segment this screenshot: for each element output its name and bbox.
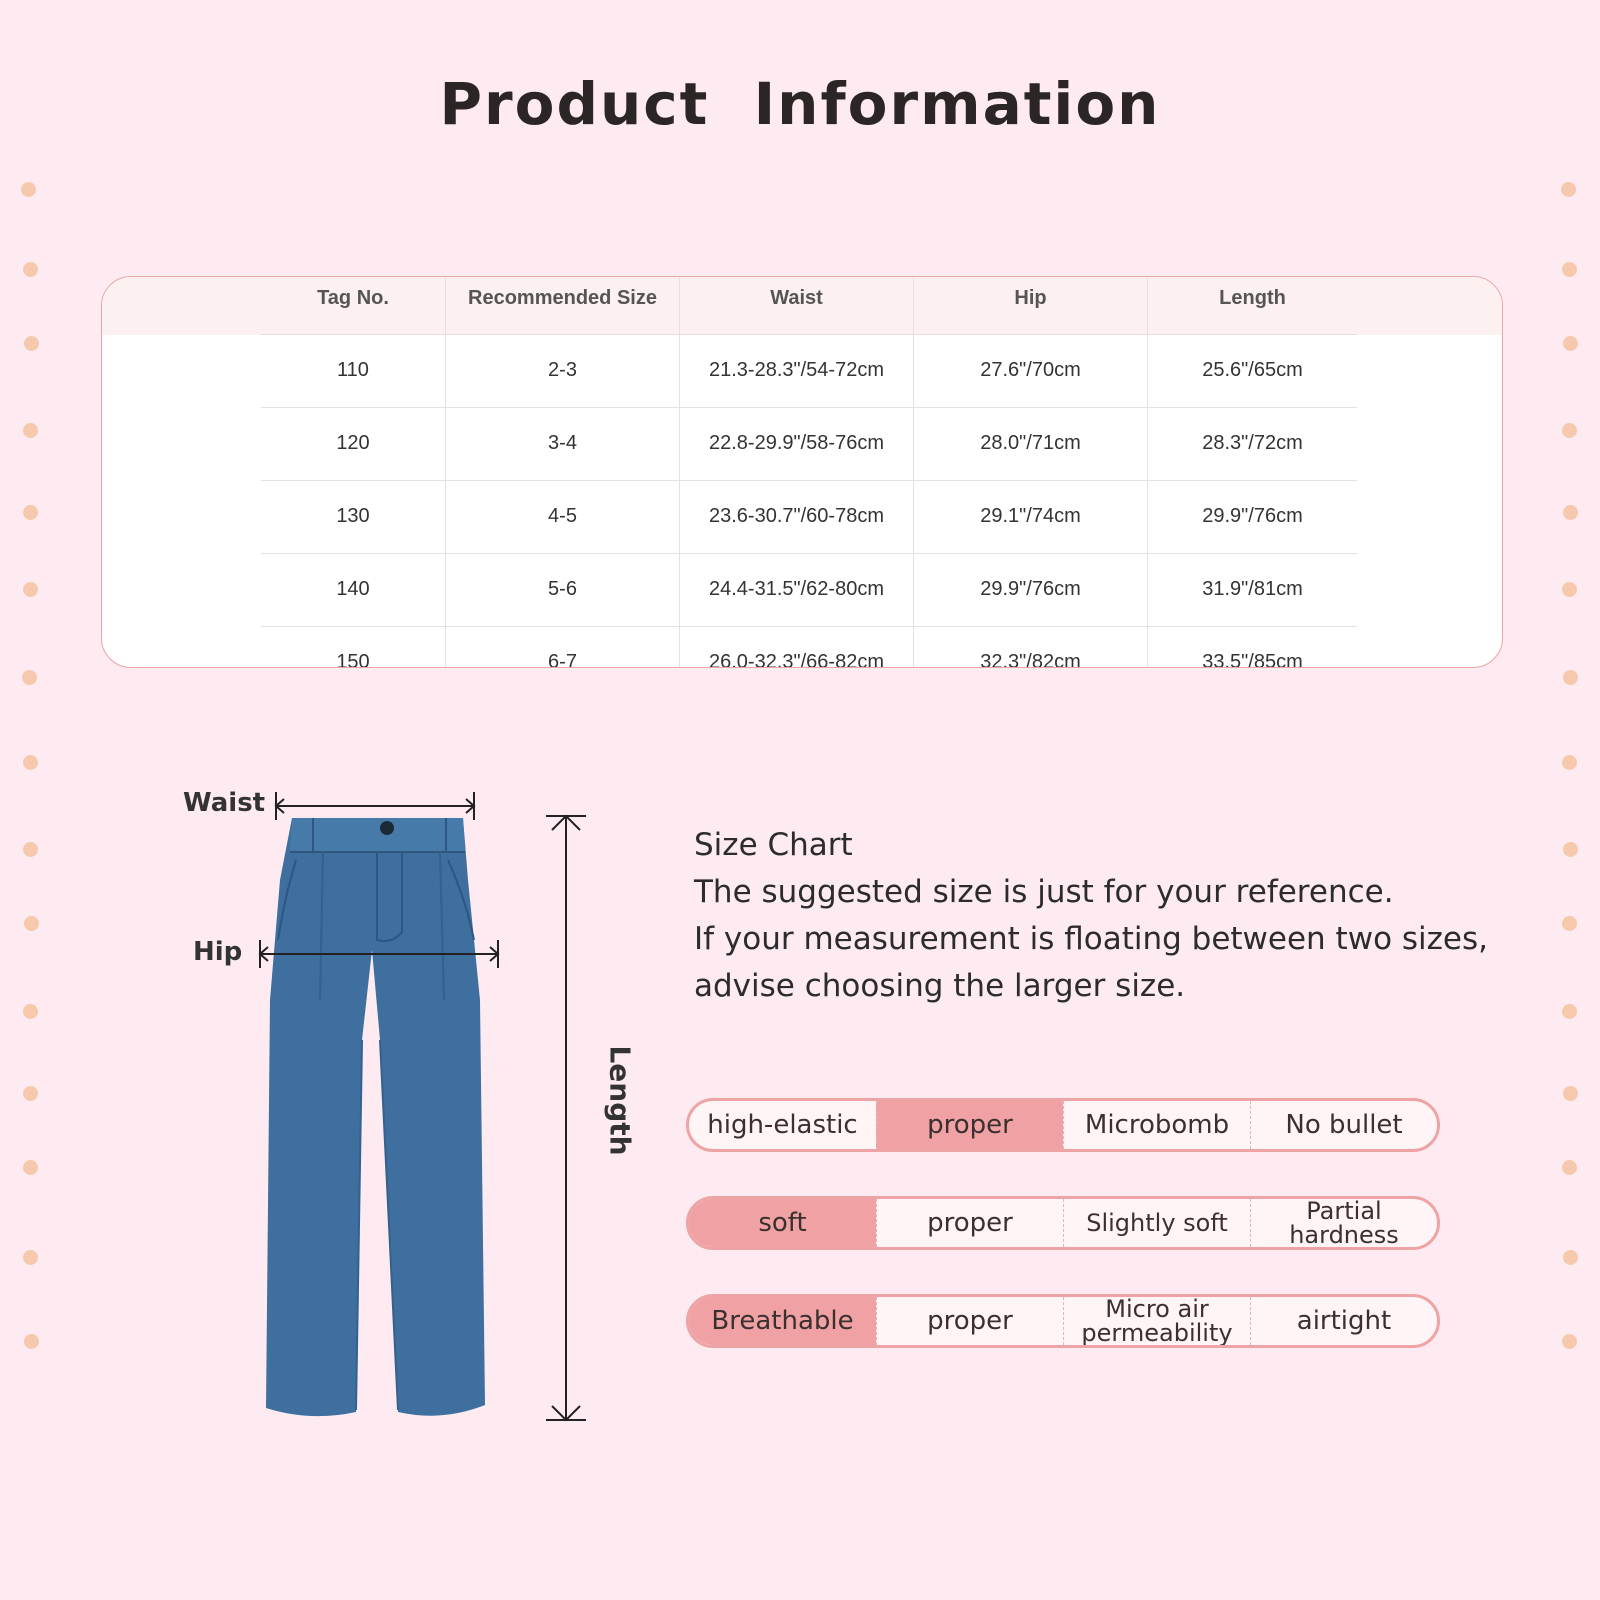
scale-option: high-elastic	[707, 1110, 858, 1140]
note-line: advise choosing the larger size.	[694, 968, 1186, 1004]
cell-hip: 29.9"/76cm	[914, 553, 1148, 626]
waistband	[290, 818, 465, 852]
scale-option: Microbomb	[1063, 1101, 1250, 1149]
hip-label: Hip	[193, 937, 243, 967]
cell-waist: 21.3-28.3"/54-72cm	[680, 334, 914, 407]
cell-length: 33.5"/85cm	[1148, 626, 1358, 668]
scale-option: proper	[876, 1297, 1063, 1345]
column-header-length: Length	[1148, 277, 1358, 334]
waist-measure-line	[276, 792, 474, 820]
cell-waist: 24.4-31.5"/62-80cm	[680, 553, 914, 626]
column-header-recommended-size: Recommended Size	[446, 277, 680, 334]
scale-option-selected: Breathable	[689, 1297, 876, 1345]
cell-length: 28.3"/72cm	[1148, 407, 1358, 480]
cell-tag-no: 120	[261, 407, 446, 480]
cell-waist: 26.0-32.3"/66-82cm	[680, 626, 914, 668]
cell-length: 31.9"/81cm	[1148, 553, 1358, 626]
pants-illustration	[266, 818, 485, 1416]
cell-hip: 27.6"/70cm	[914, 334, 1148, 407]
breathability-scale	[686, 1294, 1440, 1348]
cell-recommended-size: 3-4	[446, 407, 680, 480]
scale-option: Partial hardness	[1250, 1199, 1437, 1247]
scale-option: Slightly soft	[1063, 1199, 1250, 1247]
scale-option: Micro air permeability	[1063, 1297, 1250, 1345]
size-chart-heading: Size Chart	[694, 827, 853, 863]
scale-option-selected: proper	[876, 1101, 1063, 1149]
note-line: If your measurement is floating between two sizes,	[694, 921, 1488, 957]
cell-waist: 22.8-29.9"/58-76cm	[680, 407, 914, 480]
column-header-tag-no: Tag No.	[261, 277, 446, 334]
cell-hip: 28.0"/71cm	[914, 407, 1148, 480]
waist-button	[380, 821, 394, 835]
cell-recommended-size: 6-7	[446, 626, 680, 668]
cell-recommended-size: 2-3	[446, 334, 680, 407]
scale-option: proper	[876, 1199, 1063, 1247]
elasticity-scale	[686, 1098, 1440, 1152]
cell-recommended-size: 5-6	[446, 553, 680, 626]
page-title: Product Information	[439, 70, 1161, 138]
cell-recommended-size: 4-5	[446, 480, 680, 553]
pants-body	[266, 818, 485, 1416]
cell-waist: 23.6-30.7"/60-78cm	[680, 480, 914, 553]
column-header-waist: Waist	[680, 277, 914, 334]
scale-option-selected: soft	[689, 1199, 876, 1247]
cell-tag-no: 130	[261, 480, 446, 553]
size-note	[694, 822, 1488, 1010]
cell-hip: 29.1"/74cm	[914, 480, 1148, 553]
cell-hip: 32.3"/82cm	[914, 626, 1148, 668]
length-label: Length	[603, 1045, 637, 1156]
note-line: The suggested size is just for your reference.	[694, 874, 1394, 910]
cell-tag-no: 140	[261, 553, 446, 626]
scale-option: airtight	[1250, 1297, 1437, 1345]
scale-option: No bullet	[1250, 1101, 1437, 1149]
cell-length: 25.6"/65cm	[1148, 334, 1358, 407]
cell-tag-no: 150	[336, 651, 370, 668]
cell-length: 29.9"/76cm	[1148, 480, 1358, 553]
cell-tag-no: 110	[261, 334, 446, 407]
softness-scale	[686, 1196, 1440, 1250]
waist-label: Waist	[183, 788, 266, 818]
length-measure-line	[546, 816, 586, 1420]
column-header-hip: Hip	[914, 277, 1148, 334]
